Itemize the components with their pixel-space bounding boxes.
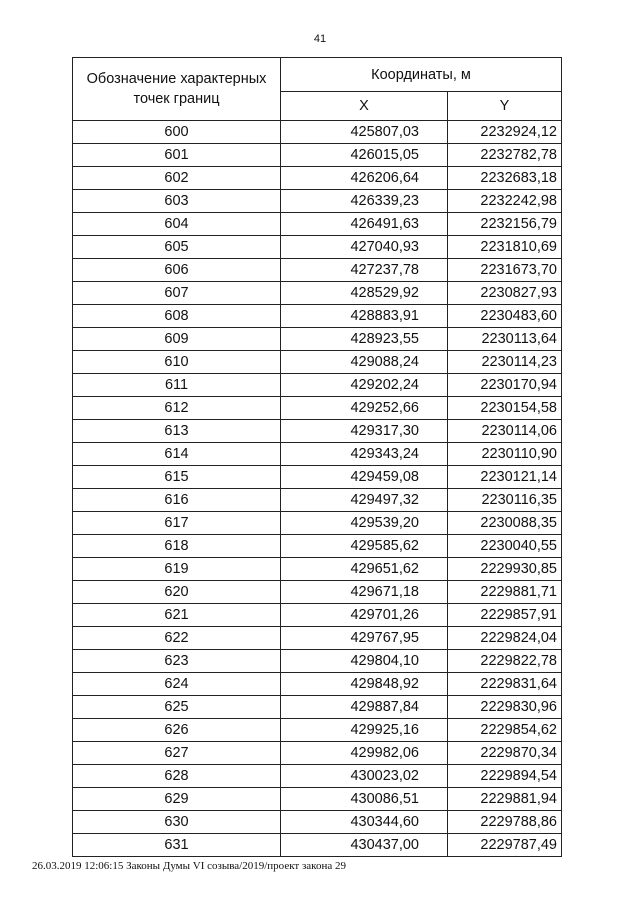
point-cell: 618	[73, 535, 281, 558]
table-row	[73, 834, 562, 857]
x-cell: 426491,63	[281, 213, 448, 236]
point-cell: 626	[73, 719, 281, 742]
x-cell: 430023,02	[281, 765, 448, 788]
x-cell: 429671,18	[281, 581, 448, 604]
y-cell: 2230110,90	[448, 443, 562, 466]
table-row	[73, 351, 562, 374]
x-cell: 427040,93	[281, 236, 448, 259]
y-cell: 2229881,71	[448, 581, 562, 604]
point-cell: 621	[73, 604, 281, 627]
x-column-header: X	[281, 92, 448, 121]
point-cell: 604	[73, 213, 281, 236]
y-cell: 2232242,98	[448, 190, 562, 213]
x-cell: 429925,16	[281, 719, 448, 742]
y-cell: 2230170,94	[448, 374, 562, 397]
table-row	[73, 489, 562, 512]
table-row	[73, 213, 562, 236]
point-cell: 602	[73, 167, 281, 190]
y-cell: 2230113,64	[448, 328, 562, 351]
table-row	[73, 581, 562, 604]
table-row	[73, 374, 562, 397]
x-cell: 426339,23	[281, 190, 448, 213]
point-cell: 628	[73, 765, 281, 788]
y-cell: 2229894,54	[448, 765, 562, 788]
coordinates-group-header: Координаты, м	[281, 58, 562, 92]
x-cell: 425807,03	[281, 121, 448, 144]
table-row	[73, 604, 562, 627]
table-row	[73, 282, 562, 305]
footer-stamp: 26.03.2019 12:06:15 Законы Думы VI созыва/2019/проект закона 29	[32, 860, 346, 872]
table-row	[73, 466, 562, 489]
x-cell: 429887,84	[281, 696, 448, 719]
point-cell: 622	[73, 627, 281, 650]
table-row	[73, 305, 562, 328]
point-cell: 606	[73, 259, 281, 282]
x-cell: 428923,55	[281, 328, 448, 351]
x-cell: 429497,32	[281, 489, 448, 512]
y-cell: 2230088,35	[448, 512, 562, 535]
y-cell: 2232782,78	[448, 144, 562, 167]
table-row	[73, 788, 562, 811]
x-cell: 429088,24	[281, 351, 448, 374]
y-cell: 2229830,96	[448, 696, 562, 719]
y-cell: 2232924,12	[448, 121, 562, 144]
table-row	[73, 121, 562, 144]
x-cell: 428529,92	[281, 282, 448, 305]
x-cell: 429848,92	[281, 673, 448, 696]
x-cell: 428883,91	[281, 305, 448, 328]
page-number: 41	[313, 33, 327, 45]
coordinates-table	[72, 57, 562, 857]
point-cell: 615	[73, 466, 281, 489]
table-row	[73, 742, 562, 765]
y-cell: 2229930,85	[448, 558, 562, 581]
table-row	[73, 443, 562, 466]
table-row	[73, 650, 562, 673]
point-cell: 613	[73, 420, 281, 443]
point-cell: 629	[73, 788, 281, 811]
y-cell: 2229881,94	[448, 788, 562, 811]
table-row	[73, 236, 562, 259]
point-cell: 601	[73, 144, 281, 167]
y-cell: 2230040,55	[448, 535, 562, 558]
y-cell: 2230827,93	[448, 282, 562, 305]
y-column-header: Y	[448, 92, 562, 121]
point-cell: 608	[73, 305, 281, 328]
table-row	[73, 144, 562, 167]
table-row	[73, 512, 562, 535]
y-cell: 2230114,06	[448, 420, 562, 443]
point-cell: 611	[73, 374, 281, 397]
x-cell: 429539,20	[281, 512, 448, 535]
point-cell: 631	[73, 834, 281, 857]
y-cell: 2229854,62	[448, 719, 562, 742]
y-cell: 2231673,70	[448, 259, 562, 282]
y-cell: 2229857,91	[448, 604, 562, 627]
point-cell: 603	[73, 190, 281, 213]
y-cell: 2229824,04	[448, 627, 562, 650]
y-cell: 2229788,86	[448, 811, 562, 834]
y-cell: 2229870,34	[448, 742, 562, 765]
table-row	[73, 397, 562, 420]
point-cell: 624	[73, 673, 281, 696]
point-cell: 610	[73, 351, 281, 374]
y-cell: 2229831,64	[448, 673, 562, 696]
table-row	[73, 558, 562, 581]
table-row	[73, 535, 562, 558]
x-cell: 426015,05	[281, 144, 448, 167]
x-cell: 429252,66	[281, 397, 448, 420]
y-cell: 2230114,23	[448, 351, 562, 374]
table-body	[73, 121, 562, 857]
x-cell: 430437,00	[281, 834, 448, 857]
point-cell: 620	[73, 581, 281, 604]
x-cell: 429804,10	[281, 650, 448, 673]
x-cell: 426206,64	[281, 167, 448, 190]
x-cell: 429343,24	[281, 443, 448, 466]
x-cell: 430086,51	[281, 788, 448, 811]
point-cell: 600	[73, 121, 281, 144]
y-cell: 2229822,78	[448, 650, 562, 673]
point-cell: 614	[73, 443, 281, 466]
table-row	[73, 696, 562, 719]
y-cell: 2231810,69	[448, 236, 562, 259]
point-cell: 607	[73, 282, 281, 305]
point-cell: 609	[73, 328, 281, 351]
point-cell: 617	[73, 512, 281, 535]
x-cell: 429651,62	[281, 558, 448, 581]
point-cell: 616	[73, 489, 281, 512]
y-cell: 2230116,35	[448, 489, 562, 512]
table-row	[73, 627, 562, 650]
point-cell: 605	[73, 236, 281, 259]
point-cell: 630	[73, 811, 281, 834]
x-cell: 427237,78	[281, 259, 448, 282]
x-cell: 429585,62	[281, 535, 448, 558]
x-cell: 429982,06	[281, 742, 448, 765]
x-cell: 429317,30	[281, 420, 448, 443]
point-cell: 619	[73, 558, 281, 581]
point-cell: 612	[73, 397, 281, 420]
table-row	[73, 719, 562, 742]
point-cell: 623	[73, 650, 281, 673]
table-row	[73, 167, 562, 190]
x-cell: 429767,95	[281, 627, 448, 650]
x-cell: 429202,24	[281, 374, 448, 397]
y-cell: 2230121,14	[448, 466, 562, 489]
table-row	[73, 765, 562, 788]
point-cell: 625	[73, 696, 281, 719]
table-row	[73, 420, 562, 443]
y-cell: 2232156,79	[448, 213, 562, 236]
table-row	[73, 673, 562, 696]
y-cell: 2230483,60	[448, 305, 562, 328]
point-column-header: Обозначение характерных точек границ	[73, 58, 281, 121]
table-row	[73, 259, 562, 282]
x-cell: 429459,08	[281, 466, 448, 489]
table-row	[73, 811, 562, 834]
table-row	[73, 190, 562, 213]
x-cell: 430344,60	[281, 811, 448, 834]
point-cell: 627	[73, 742, 281, 765]
y-cell: 2232683,18	[448, 167, 562, 190]
x-cell: 429701,26	[281, 604, 448, 627]
y-cell: 2230154,58	[448, 397, 562, 420]
y-cell: 2229787,49	[448, 834, 562, 857]
table-row	[73, 328, 562, 351]
